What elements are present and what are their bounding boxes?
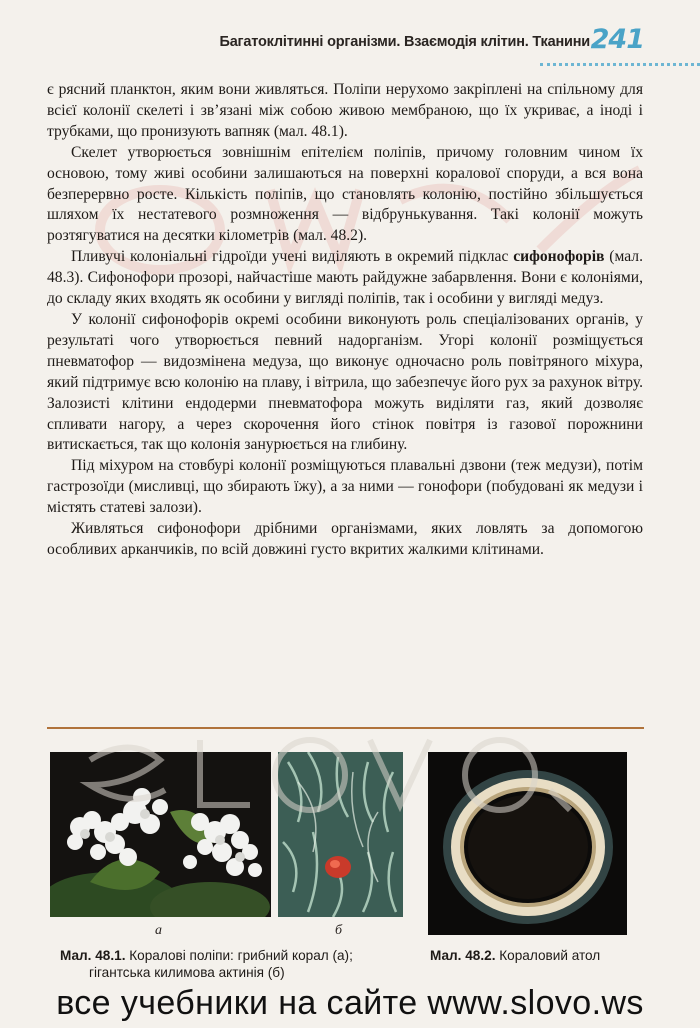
paragraph-5: Під міхуром на стовбурі колонії розміщуються плавальні дзвони (теж медузи), потім гастрозоїди (мисливці, що збирають їжу), а за ними — гонофори (побудовані як медузи і містять статеві залози). bbox=[47, 457, 643, 517]
paragraph-3 bbox=[47, 247, 643, 310]
photo-carpet-anemone bbox=[278, 752, 403, 917]
caption-2-number: Мал. 48.2. bbox=[430, 948, 496, 963]
running-title: Багатоклітинні організми. Взаємодія клітин. Тканини bbox=[219, 34, 590, 50]
caption-2-text: Кораловий атол bbox=[495, 948, 601, 963]
paragraph-6: Живляться сифонофори дрібними організмами, яких ловлять за допомогою особливих арканчиків, по всій довжині густо вкритих жалкими клітинами. bbox=[47, 520, 643, 558]
figure-divider bbox=[47, 727, 644, 729]
caption-1-line2: гігантська килимова актинія (б) bbox=[89, 965, 285, 980]
photo-label-a: а bbox=[155, 923, 162, 938]
photo-coral-atoll bbox=[428, 752, 627, 935]
footer-site-banner: все учебники на сайте www.slovo.ws bbox=[56, 984, 644, 1022]
caption-figure-48-2 bbox=[430, 947, 670, 964]
term-siphonophores: сифонофорів bbox=[513, 248, 605, 266]
header-dotted-rule bbox=[540, 63, 700, 66]
body-text bbox=[47, 80, 643, 561]
paragraph-4: У колонії сифонофорів окремі особини виконують роль спеціалізованих органів, у результаті чого утворюється певний надорганізм. Угорі колонії розміщується пневматофор — видозмінена медуза, що виконує одночасно роль повітряного міхура, який підтримує всю колонію на плаву, і вітрила, що забезпечує його рух за рахунок вітру. Залозисті клітини ендодерми пневматофора можуть виділяти газ, який дозволяє спливати нагору, а через скорочення його стінок повітря із газової порожнини витискається, так що колонія занурюється на глибину. bbox=[47, 310, 643, 454]
caption-1-number: Мал. 48.1. bbox=[60, 948, 126, 963]
photo-label-b: б bbox=[335, 923, 343, 938]
paragraph-1: є рясний планктон, яким вони живляться. Поліпи нерухомо закріплені на спільному для всієї колонії скелеті і зв’язані між собою живою мембраною, що їх укриває, а іноді і трубками, що пронизують вапняк (мал. 48.1). bbox=[47, 81, 643, 140]
paragraph-3-start: Пливучі колоніальні гідроїди учені виділяють в окремий підклас bbox=[71, 248, 514, 266]
caption-1-line1: Коралові поліпи: грибний корал (а); bbox=[125, 948, 353, 963]
paragraph-3-end: (мал. 48.3). Сифонофори прозорі, найчастіше мають райдужне забарвлення. Вони є колоніями, до складу яких входять як особини у вигляді поліпів, так і особини у вигляді медуз. bbox=[47, 248, 643, 308]
caption-figure-48-1 bbox=[60, 947, 420, 981]
photo-mushroom-coral bbox=[50, 752, 271, 917]
paragraph-2: Скелет утворюється зовнішнім епітелієм поліпів, причому головним чином їх основою, тому живі особини залишаються на поверхні коралової споруди, а вся вона безперервно росте. Кількість поліпів, що становлять колонію, постійно збільшується шляхом їх нестатевого розмноження — відбрунькування. Такі колонії можуть розтягуватися на десятки кілометрів (мал. 48.2). bbox=[47, 143, 643, 245]
page-number: 241 bbox=[590, 24, 644, 55]
